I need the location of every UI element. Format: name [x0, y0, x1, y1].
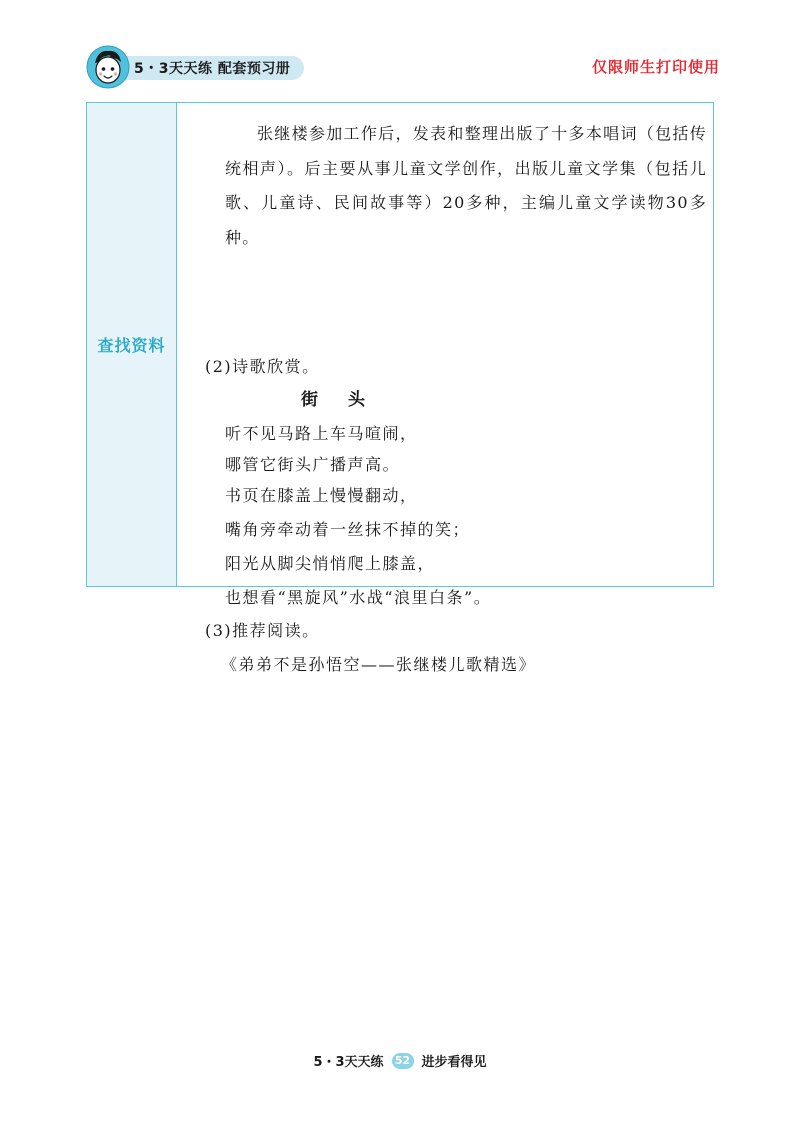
section-3-heading: (3)推荐阅读。	[205, 621, 320, 640]
poem-title: 街头	[301, 390, 395, 410]
poem-line: 也想看“黑旋风”水战“浪里白条”。	[225, 588, 492, 607]
cartoon-boy-icon	[86, 45, 130, 89]
page-header	[0, 0, 800, 100]
content-cell	[177, 103, 713, 674]
footer-series: 5・3天天练	[313, 1055, 384, 1070]
side-label: 查找资料	[97, 336, 166, 355]
poem-line: 阳光从脚尖悄悄爬上膝盖，	[225, 554, 436, 573]
author-paragraph: 张继楼参加工作后，发表和整理出版了十多本唱词（包括传统相声）。后主要从事儿童文学创作，出版儿童文学集（包括儿歌、儿童诗、民间故事等）20多种，主编儿童文学读物30多种。	[225, 124, 707, 247]
poem-line: 听不见马路上车马喧闹，	[225, 424, 418, 443]
page-footer	[0, 1051, 800, 1070]
footer-slogan: 进步看得见	[421, 1055, 487, 1070]
poem-line: 书页在膝盖上慢慢翻动，	[225, 486, 418, 505]
info-table	[86, 102, 714, 674]
page-number-badge: 52	[392, 1053, 414, 1069]
poem-line: 嘴角旁牵动着一丝抹不掉的笑；	[225, 520, 471, 539]
poem-line: 哪管它街头广播声高。	[225, 455, 401, 474]
section-2-heading: (2)诗歌欣赏。	[205, 357, 320, 376]
usage-notice: 仅限师生打印使用	[591, 58, 720, 76]
recommended-book-title: 《弟弟不是孙悟空——张继楼儿歌精选》	[221, 655, 537, 674]
series-label: 5・3天天练 配套预习册	[134, 61, 291, 77]
side-label-cell	[87, 103, 177, 586]
